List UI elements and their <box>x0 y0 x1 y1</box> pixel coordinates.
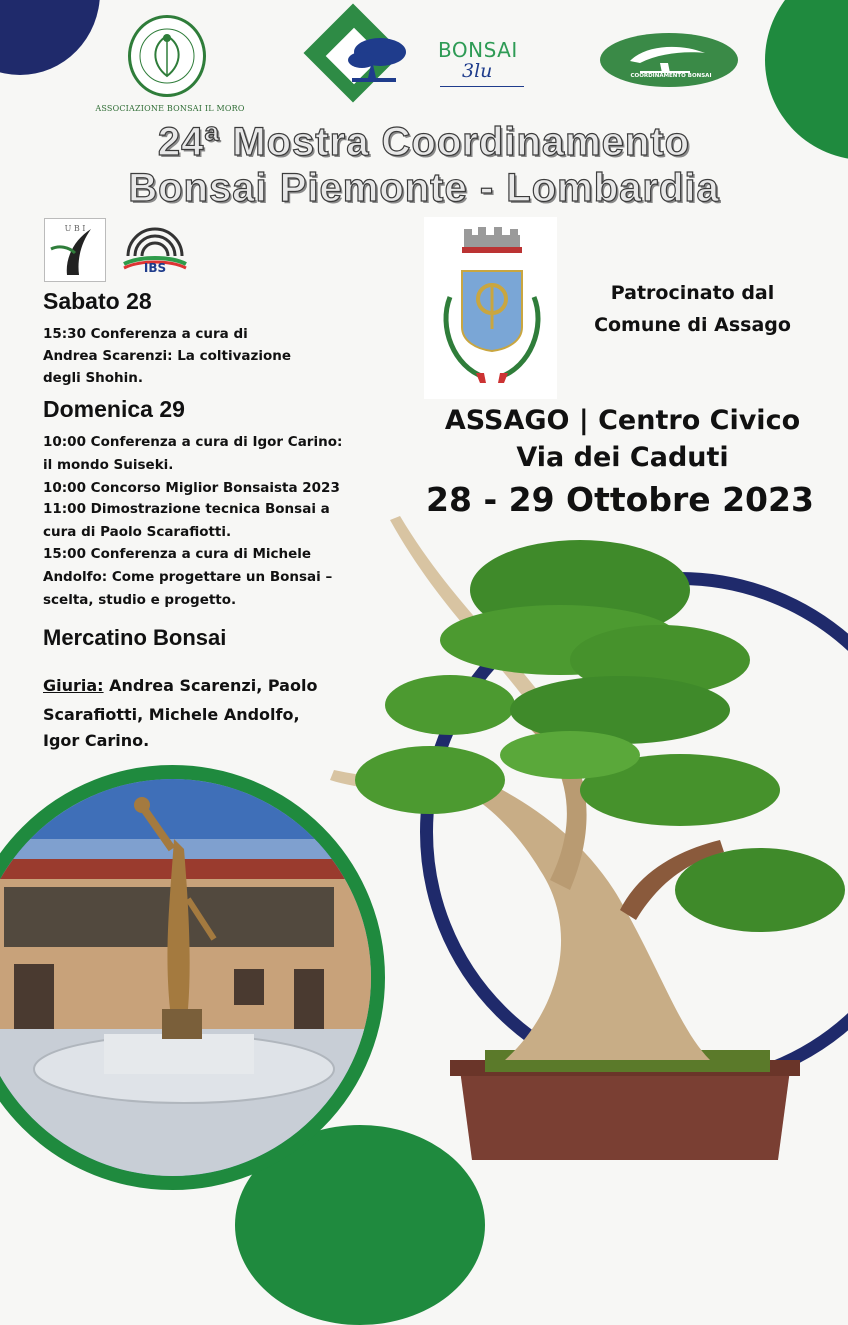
tree-icon <box>332 30 422 90</box>
ubi-emblem-icon <box>45 219 105 281</box>
statue-fountain-image <box>0 779 371 1176</box>
jury-line1 <box>43 676 317 695</box>
svg-text:IBS: IBS <box>143 261 167 275</box>
unione-bonsaisti-italiani-logo <box>44 218 106 282</box>
sunday-line: cura di Paolo Scarafiotti. <box>43 524 232 540</box>
sunday-heading: Domenica 29 <box>43 396 185 422</box>
jury-label: Giuria: <box>43 676 104 695</box>
jury-line3: Igor Carino. <box>43 731 150 750</box>
jury-line2: Scarafiotti, Michele Andolfo, <box>43 705 300 724</box>
patronage-line1: Patrocinato dal <box>610 282 775 304</box>
jury-names: Andrea Scarenzi, Paolo <box>103 676 318 695</box>
venue-place: ASSAGO | Centro Civico <box>444 405 801 436</box>
sunday-line: 15:00 Conferenza a cura di Michele <box>43 546 312 562</box>
event-title-line1: 24ª Mostra Coordinamento <box>157 120 691 164</box>
saturday-line: degli Shohin. <box>43 370 144 386</box>
sunday-line: il mondo Suiseki. <box>43 457 174 473</box>
bonsai-tree-image <box>320 490 848 1200</box>
saturday-line: 15:30 Conferenza a cura di <box>43 326 248 342</box>
logo-underline <box>440 86 524 87</box>
ibs-logo <box>120 220 190 278</box>
saturday-heading: Sabato 28 <box>43 288 152 314</box>
leaf-icon <box>137 24 197 88</box>
patronage-line2: Comune di Assago <box>594 314 791 336</box>
market-heading: Mercatino Bonsai <box>43 625 227 650</box>
moro-logo-caption: ASSOCIAZIONE BONSAI IL MORO <box>95 104 245 113</box>
saturday-line: Andrea Scarenzi: La coltivazione <box>43 348 292 364</box>
sunday-line: Andolfo: Come progettare un Bonsai – <box>43 569 333 585</box>
assago-coat-of-arms <box>424 217 557 399</box>
sunday-line: 10:00 Conferenza a cura di Igor Carino: <box>43 434 343 450</box>
bonsai3lu-logo-text: BONSAI <box>438 38 518 62</box>
event-title-line2: Bonsai Piemonte - Lombardia <box>128 166 720 210</box>
venue-street: Via dei Caduti <box>516 442 729 473</box>
event-dates: 28 - 29 Ottobre 2023 <box>426 480 814 519</box>
coordinamento-logo-text: COORDINAMENTO BONSAI <box>630 73 712 79</box>
coat-of-arms-icon <box>424 217 557 399</box>
sunday-line: scelta, studio e progetto. <box>43 592 237 608</box>
svg-text:U B I: U B I <box>64 224 86 233</box>
navy-corner-shape <box>0 0 100 75</box>
bonsai-il-moro-logo <box>128 15 206 97</box>
bonsai3lu-logo-script: 3lu <box>462 60 493 82</box>
sunday-line: 11:00 Dimostrazione tecnica Bonsai a <box>43 501 330 517</box>
sunday-line: 10:00 Concorso Miglior Bonsaista 2023 <box>43 480 340 496</box>
